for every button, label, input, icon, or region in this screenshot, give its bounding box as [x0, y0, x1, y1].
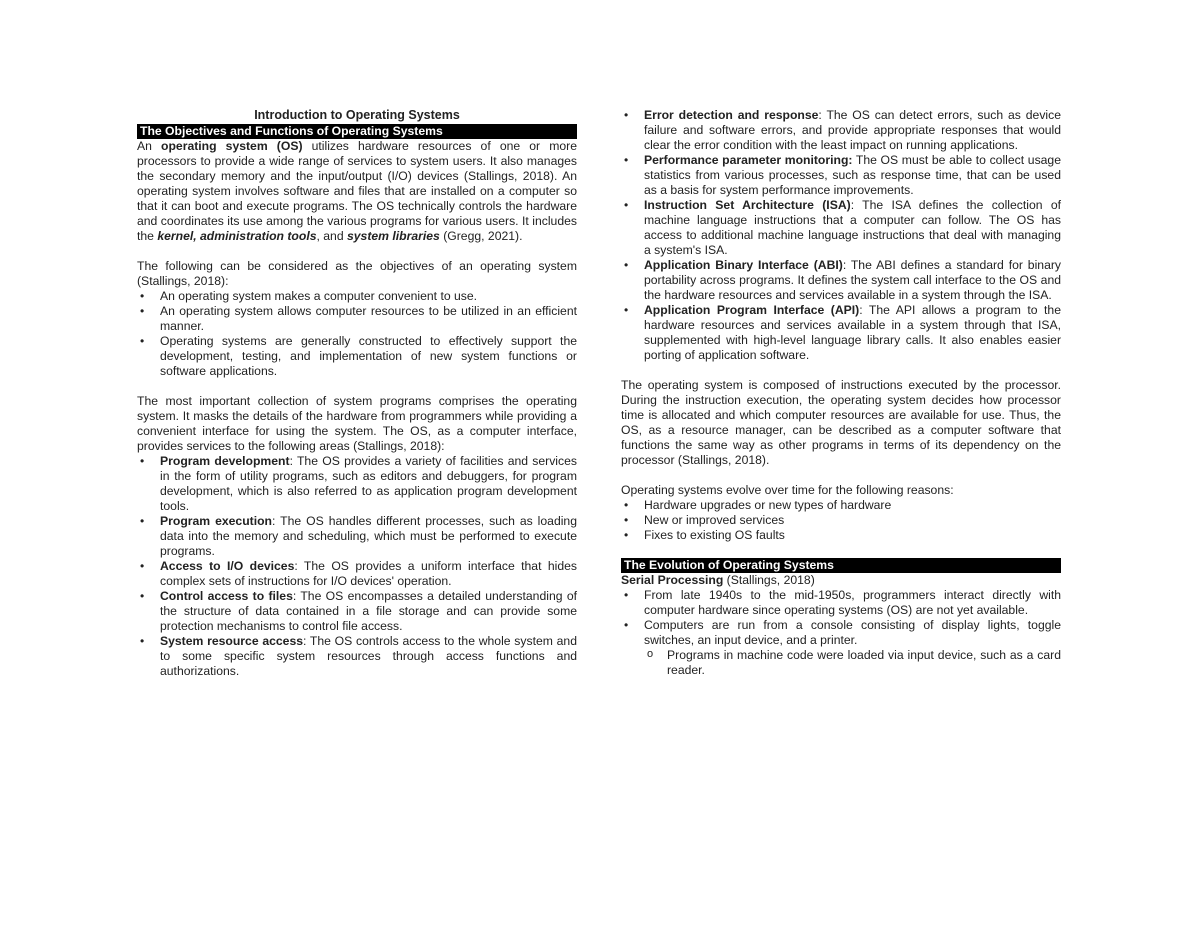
list-item [621, 303, 1061, 363]
right-column [621, 108, 1061, 678]
list-item [137, 454, 577, 514]
text-run: , and [316, 229, 347, 243]
intro-paragraph [137, 139, 577, 244]
resource-manager-paragraph: The operating system is composed of instructions executed by the processor. During the instruction execution, the operating system decides how processor time is allocated and which computer resources are available for use. Thus, the OS, as a resource manager, can be described as a computer software that functions the same way as other programs in terms of its dependency on the processor (Stallings, 2018). [621, 378, 1061, 467]
service-text: The OS must be able to collect usage statistics from various processes, such as response time, that can be used as a basis for system performance improvements. [644, 153, 1061, 197]
service-term: Control access to files [160, 589, 293, 603]
list-item: • An operating system makes a computer convenient to use. [137, 289, 577, 304]
service-text: : The OS provides a uniform interface that hides complex sets of instructions for I/O devices' operation. [160, 559, 577, 588]
list-item [621, 198, 1061, 258]
list-item [621, 618, 1061, 678]
list-item: • An operating system allows computer resources to be utilized in an efficient manner. [137, 304, 577, 334]
service-term: Application Program Interface (API) [644, 303, 860, 317]
list-item [137, 559, 577, 589]
document-title: Introduction to Operating Systems [254, 108, 460, 122]
list-item [137, 514, 577, 559]
service-term: Application Binary Interface (ABI) [644, 258, 843, 272]
serial-processing-sublist [644, 648, 1061, 678]
text-run: (Gregg, 2021). [439, 229, 523, 243]
serial-processing-heading [621, 573, 1061, 588]
sub-list-item: o Programs in machine code were loaded via input device, such as a card reader. [644, 648, 1061, 678]
list-item [621, 153, 1061, 198]
list-item: • New or improved services [621, 513, 1061, 528]
service-text: : The ISA defines the collection of machine language instructions that a computer can follow. The OS has access to additional machine language instructions that deal with managing a system's ISA. [644, 198, 1061, 257]
objectives-intro: The following can be considered as the objectives of an operating system (Stallings, 2018): [137, 259, 577, 288]
services-list-continued [621, 108, 1061, 363]
service-term: Program execution [160, 514, 272, 528]
service-text: : The OS provides a variety of facilities and services in the form of utility programs, such as editors and debuggers, for program development, which is also referred to as application program development tools. [160, 454, 577, 513]
service-term: Program development [160, 454, 290, 468]
subheading-citation: (Stallings, 2018) [723, 573, 815, 587]
left-column [137, 108, 577, 679]
list-item: • Fixes to existing OS faults [621, 528, 1061, 543]
section-heading-evolution: The Evolution of Operating Systems [621, 558, 1061, 573]
list-item [621, 108, 1061, 153]
list-item-text: Computers are run from a console consisting of display lights, toggle switches, an input device, and a printer. [644, 618, 1061, 647]
serial-processing-list [621, 588, 1061, 678]
service-term: Performance parameter monitoring: [644, 153, 853, 167]
service-text: : The OS handles different processes, such as loading data into the memory and scheduling, which must be performed to execute programs. [160, 514, 577, 558]
list-item [137, 589, 577, 634]
subheading-text: Serial Processing [621, 573, 724, 587]
services-list [137, 454, 577, 679]
objectives-list [137, 289, 577, 379]
services-intro: The most important collection of system programs comprises the operating system. It masks the details of the hardware from programmers while providing a convenient interface for using the system. The OS, as a computer interface, provides services to the following areas (Stallings, 2018): [137, 394, 577, 453]
section-heading-objectives: The Objectives and Functions of Operating Systems [137, 124, 577, 139]
service-term: Instruction Set Architecture (ISA) [644, 198, 851, 212]
service-text: : The OS can detect errors, such as device failure and software errors, and provide appropriate responses that would clear the error condition with the least impact on running applications. [644, 108, 1061, 152]
service-term: Error detection and response [644, 108, 819, 122]
list-item: • From late 1940s to the mid-1950s, programmers interact directly with computer hardware since operating systems (OS) are not yet available. [621, 588, 1061, 618]
text-run: An [137, 139, 162, 153]
list-item: • Hardware upgrades or new types of hardware [621, 498, 1061, 513]
list-item: • Operating systems are generally constructed to effectively support the development, testing, and implementation of new system functions or software applications. [137, 334, 577, 379]
list-item [621, 258, 1061, 303]
service-term: Access to I/O devices [160, 559, 295, 573]
service-text: : The ABI defines a standard for binary portability across programs. It defines the system call interface to the OS and the hardware resources and services available in a system through the ISA. [644, 258, 1062, 302]
text-run: utilizes hardware resources of one or more processors to provide a wide range of services to system users. It also manages the secondary memory and the input/output (I/O) devices (Stallings, 2018). An operating system involves software and files that are installed on a computer so that it can boot and execute programs. The OS technically controls the hardware and coordinates its use among the various programs for various users. It includes the [137, 139, 577, 243]
service-text: : The OS controls access to the whole system and to some specific system resources through access functions and authorizations. [160, 634, 577, 678]
term-system-libraries: system libraries [347, 229, 440, 243]
term-kernel-admin-tools: kernel, administration tools [157, 229, 317, 243]
service-text: : The API allows a program to the hardware resources and services available in a system through that ISA, supplemented with high-level language library calls. It also enables easier porting of application software. [644, 303, 1061, 362]
service-term: System resource access [160, 634, 304, 648]
reasons-list [621, 498, 1061, 543]
service-text: : The OS encompasses a detailed understanding of the structure of data contained in a file storage and can provide some protection mechanisms to control file access. [160, 589, 577, 633]
evolve-intro: Operating systems evolve over time for the following reasons: [621, 483, 954, 497]
list-item [137, 634, 577, 679]
term-operating-system: operating system (OS) [161, 139, 303, 153]
